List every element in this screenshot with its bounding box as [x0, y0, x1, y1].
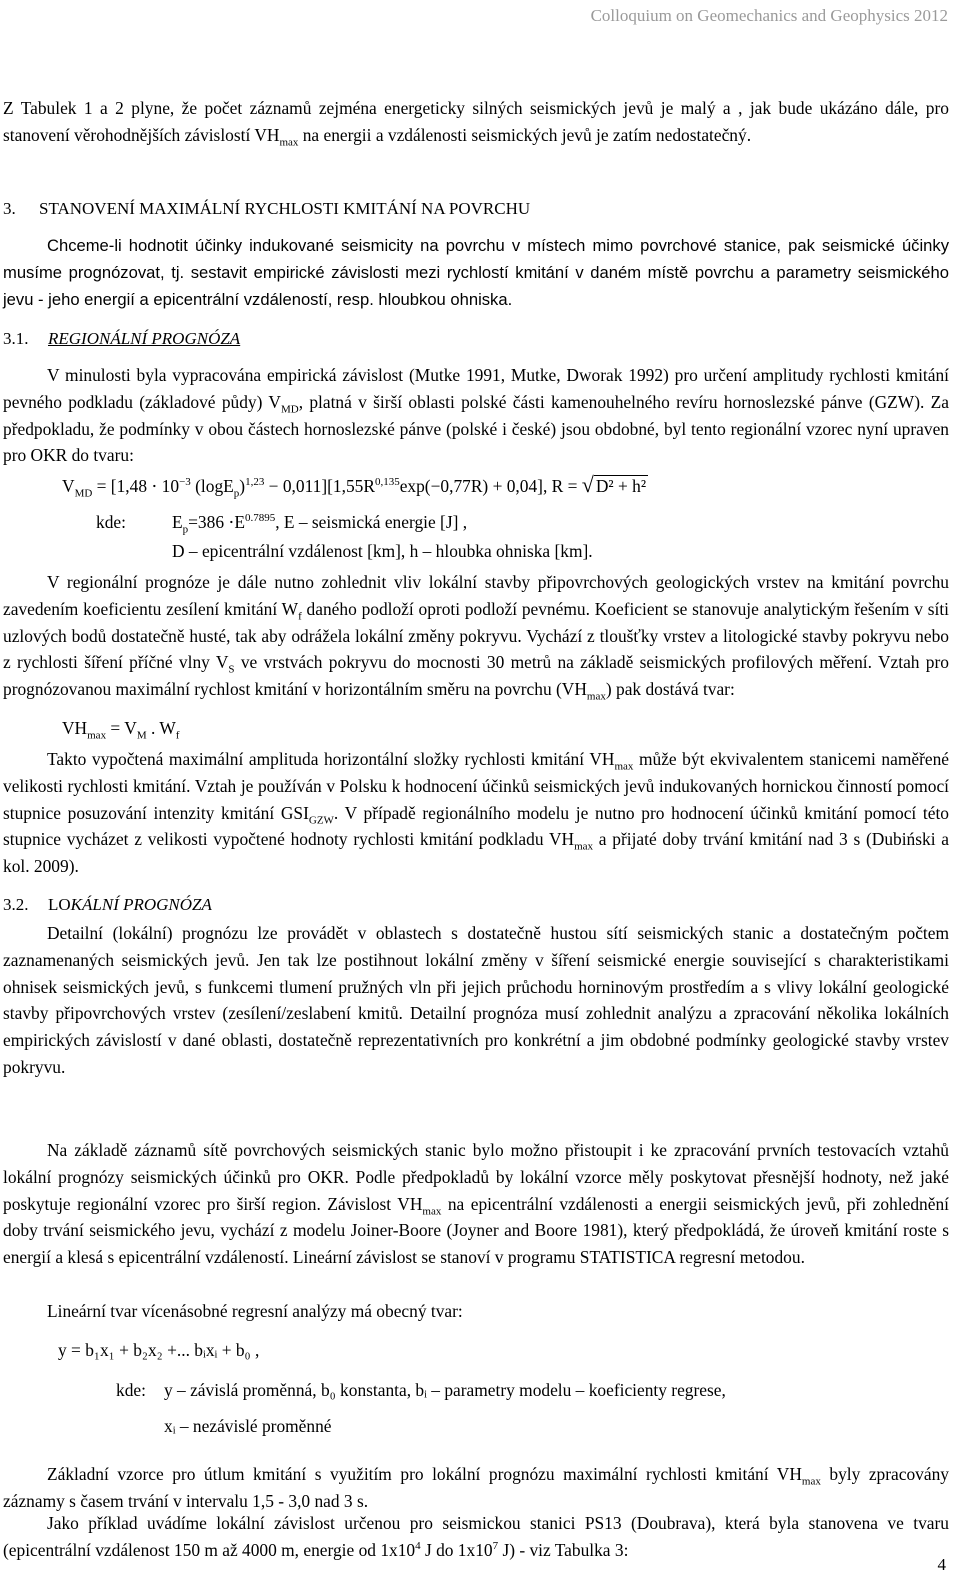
running-header: Colloquium on Geomechanics and Geophysics 2012: [590, 6, 948, 25]
f1-p5: exp(−0,77R) + 0,04]: [399, 476, 543, 496]
section-32-title-plain: LO: [48, 895, 71, 914]
f1-exp3: 0,135: [374, 476, 400, 489]
s31-p1-c: Za předpokladu, že podmínky v obou částech hornoslezské pánve (polské i české) jsou obdobné, byl tento regionální vzorec nyní upraven pro OKR do tvaru:: [3, 391, 950, 466]
formula-vhmax: [62, 718, 180, 742]
section-3-paragraph: [3, 233, 949, 313]
s31-p2-sub-s: S: [228, 663, 235, 676]
s32-p5-a: Jako příklad uvádíme lokální závislost určenou pro seismickou stanici PS13 (Doubrava), která byla stanovena ve tvaru (epicentrální vzdálenost 150 m až 4000 m, energie od 1x10: [3, 1513, 949, 1560]
s31-p3-d: . V případě regionálního modelu je nutno pro hodnocení účinků kmitání pomocí této stupnice vycházet z velikosti vypočtené hodnoty rychlosti kmitání podkladu VH: [3, 802, 949, 850]
regression-definitions-2: xᵢ – nezávislé proměnné: [164, 1416, 332, 1436]
s31-p3-a: Takto vypočtená maximální amplituda horizontální složky rychlosti kmitání VH: [47, 749, 615, 769]
section-31-paragraph-1: [3, 362, 949, 469]
section-31-paragraph-3: [3, 746, 949, 880]
f1-p2: (logE: [190, 476, 234, 496]
f2-b: = V: [106, 718, 137, 738]
f2-b-sub: M: [136, 729, 147, 742]
intro-paragraph: [3, 95, 949, 149]
ep-c: , E – seismická energie [J] ,: [275, 512, 468, 532]
s32-p2-a: Na základě záznamů sítě povrchových seismických stanic bylo možno přistoupit i ke zpracování prvních testovacích vztahů lokální prognózy seismických účinků pro OKR. Podle předpokladů by lokální vzorce měly poskytovat přesnější hodnoty, než jaké poskytuje regionální vzorec pro širší region. Závislost VH: [3, 1140, 949, 1214]
s31-p2-d: ) pak dostává tvar:: [605, 679, 735, 700]
intro-sub: max: [279, 136, 299, 149]
f1-p3: ): [239, 476, 246, 496]
f2-a: VH: [62, 718, 88, 738]
f1-v-sub: MD: [74, 487, 93, 500]
s31-p2-sub-f: f: [298, 610, 302, 623]
s32-p2-b: na epicentrální vzdálenosti a energii seismických jevů, při zohlednění doby trvání seismického jevu, vychází z modelu Joiner-Boore (Joyner and Boore 1981), který předpokládá, že úroveň kmitání roste s energií a klesá s epicentrální vzdáleností. Lineární závislost se stanoví v programu STATISTICA regresní metodou.: [3, 1193, 949, 1268]
section-3-text-b: sestavit empirické závislosti mezi rychlostí kmitání v daném místě povrchu a parametry seismického jevu - jeho energií a epicentrální vzdáleností, resp. hloubkou ohniska.: [3, 262, 949, 309]
s31-p1-sub: MD: [280, 403, 299, 416]
s32-p4-sub: max: [801, 1475, 821, 1488]
section-31-heading: [3, 329, 240, 349]
section-32-paragraph-2: [3, 1137, 949, 1271]
f1-p4: − 0,011][1,55R: [264, 476, 375, 496]
section-32-title-italic: KÁLNÍ PROGNÓZA: [70, 895, 212, 914]
section-3-title: STANOVENÍ MAXIMÁLNÍ RYCHLOSTI KMITÁNÍ NA POVRCHU: [39, 199, 531, 218]
s31-p2-b: daného podloží oproti podloží pevnému. Koeficient se stanovuje analytickým řešením v síti uzlových bodů dostatečně husté, tak aby odrážela lokální změny pokryvu. Vychází z tloušťky vrstev a litologické stavby pokryvu nebo z rychlosti šíření příčné vlny V: [3, 598, 949, 673]
f1-exp1: −3: [179, 476, 191, 489]
s32-p5-sup1: 4: [415, 1540, 421, 1552]
s32-p5-c: J) - viz Tabulka 3:: [498, 1539, 629, 1560]
kde-label-2: kde:: [116, 1380, 146, 1400]
f2-a-sub: max: [87, 729, 107, 742]
s31-p3-e: a přijaté doby trvání kmitání nad 3 s (Dubiński a kol. 2009).: [3, 829, 949, 877]
section-3-text-a: Chceme-li hodnotit účinky indukované seismicity na povrchu v místech mimo povrchové stanice, pak seismické účinky musíme prognózovat, tj.: [3, 236, 949, 282]
ep-b: =386 ⋅E: [188, 512, 245, 532]
formula-ep: [172, 512, 468, 536]
page-number: 4: [937, 1555, 946, 1574]
regression-definitions-1: y – závislá proměnná, b₀ konstanta, bᵢ – parametry modelu – koeficienty regrese,: [164, 1380, 726, 1400]
f2-c: . W: [146, 718, 176, 738]
section-32-number: 3.2.: [3, 895, 29, 914]
f2-c-sub: f: [175, 729, 180, 742]
s32-p2-sub: max: [422, 1205, 442, 1218]
ep-a: E: [172, 512, 183, 532]
formula-vmd: [62, 472, 648, 498]
s32-p5-sup2: 7: [492, 1540, 499, 1552]
s32-p4-b: byly zpracovány záznamy s časem trvání v intervalu 1,5 - 3,0 nad 3 s.: [3, 1464, 949, 1511]
section-32-paragraph-4: [3, 1461, 949, 1515]
section-31-title: REGIONÁLNÍ PROGNÓZA: [48, 329, 241, 348]
intro-text-b: na energii a vzdálenosti seismických jevů je zatím nedostatečný.: [298, 124, 752, 145]
section-32-paragraph-1: Detailní (lokální) prognózu lze provádět v oblastech s dostatečně hustou sítí seismických stanic a dostatečným počtem zaznamenaných seismických jevů. Jen tak lze postihnout lokální změny v šíření seismické energie související s charakteristikami ohnisek seismických jevů, s funkcemi tlumení pružných vln při jejich průchodu horninovým prostředím a s vlivy lokální geologické stavby připovrchových vrstev (zesílení/zeslabení kmitů. Detailní prognóza musí zohlednit analýzu a zpracování několika lokálních empirických závislostí v dané oblasti, dostatečně reprezentativních pro konkrétní a jim obdobné podmínky geologické stavby vrstev pokryvu.: [3, 923, 949, 1077]
s31-p2-a: V regionální prognóze je dále nutno zohlednit vliv lokální stavby připovrchových geologických vrstev na kmitání povrchu zavedením koeficientu zesílení kmitání W: [3, 572, 949, 619]
f1-exp2: 1,23: [245, 476, 265, 489]
f1-p1: = [1,48 ⋅ 10: [92, 476, 180, 496]
f1-r-lhs: , R =: [542, 476, 582, 496]
sqrt-sign: √: [581, 472, 594, 497]
s31-p3-b: může být ekvivalentem stanicemi naměřené velikosti rychlosti kmitání.: [3, 749, 949, 796]
section-3-heading: [3, 199, 530, 219]
s32-p4-a: Základní vzorce pro útlum kmitání s využitím pro lokální prognózu maximální rychlosti kmitání VH: [47, 1464, 802, 1484]
section-31-paragraph-2: [3, 569, 949, 703]
s31-p3-c: Vztah je používán v Polsku k hodnocení účinků seismických jevů indukovaných hornickou činností pomocí stupnice posuzování intenzity kmitání GSI: [3, 775, 949, 823]
ep-exp: 0.7895: [244, 512, 276, 525]
s31-p1-a: V minulosti byla vypracována empirická závislost (Mutke 1991, Mutke, Dworak 1992) pro určení amplitudy rychlosti kmitání pevného podkladu (základové půdy) V: [3, 365, 949, 412]
kde-label-1: kde:: [96, 512, 126, 532]
s31-p3-sub-gzw: GZW: [308, 814, 334, 827]
s32-p5-b: J do 1x10: [420, 1539, 493, 1560]
formula-regression: y = b₁x₁ + b₂x₂ +... bᵢxᵢ + b₀ ,: [58, 1340, 260, 1360]
section-32-heading: [3, 895, 212, 915]
section-32-paragraph-3: Lineární tvar vícenásobné regresní analýzy má obecný tvar:: [47, 1301, 463, 1321]
d-h-definition: D – epicentrální vzdálenost [km], h – hloubka ohniska [km].: [172, 541, 593, 561]
s31-p3-sub-max: max: [614, 760, 634, 773]
intro-text-a: Z Tabulek 1 a 2 plyne, že počet záznamů zejména energeticky silných seismických jevů je malý a , jak bude ukázáno dále, pro stanovení věrohodnějších závislostí VH: [3, 98, 949, 145]
s31-p1-b: , platná v širší oblasti polské části kamenouhelného revíru hornoslezské pánve (GZW).: [298, 391, 925, 412]
s31-p2-sub-max: max: [586, 690, 606, 703]
section-31-number: 3.1.: [3, 329, 29, 348]
f1-e-sub: p: [233, 487, 240, 500]
section-32-paragraph-5: [3, 1510, 949, 1564]
f1-r-radicand: D² + h²: [595, 476, 647, 496]
section-3-number: 3.: [3, 199, 16, 218]
f1-v: V: [62, 476, 75, 496]
ep-sub: p: [182, 523, 189, 536]
s31-p3-sub-max2: max: [574, 840, 594, 853]
s31-p2-c: ve vrstvách pokryvu do mocnosti 30 metrů na základě seismických profilových měření. Vztah pro prognózovanou maximální rychlost kmitání v horizontálním směru na povrchu (VH: [3, 652, 949, 700]
